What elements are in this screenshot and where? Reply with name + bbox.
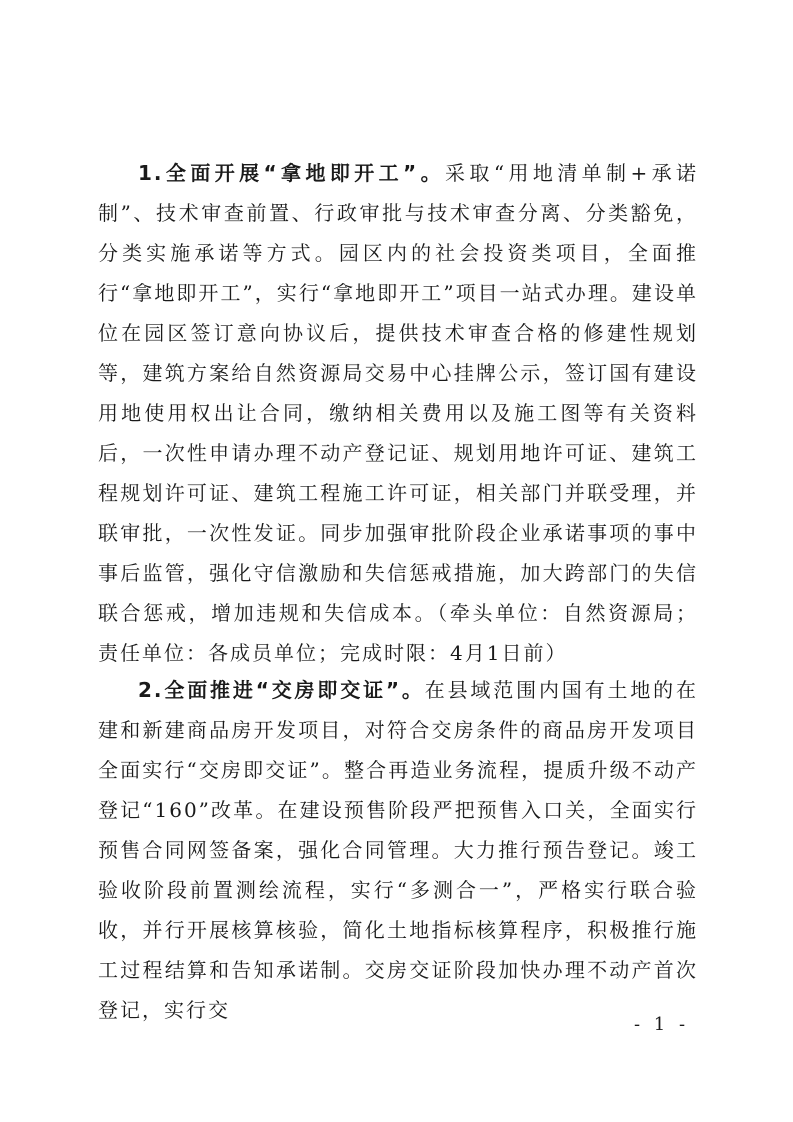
- paragraph-2-body: 在县域范围内国有土地的在建和新建商品房开发项目，对符合交房条件的商品房开发项目全面实行“交房即交证”。整合再造业务流程，提质升级不动产登记“160”改革。在建设预售阶段严把预售入口关，全面实行预售合同网签备案，强化合同管理。大力推行预告登记。竣工验收阶段前置测绘流程，实行“多测合一”，严格实行联合验收，并行开展核算核验，简化土地指标核算程序，积极推行施工过程结算和告知承诺制。交房交证阶段加快办理不动产首次登记，实行交: [98, 678, 699, 1022]
- paragraph-1: [98, 153, 698, 673]
- page-number: - 1 -: [634, 1014, 690, 1035]
- paragraph-2: [98, 670, 698, 1030]
- paragraph-1-heading: 1.全面开展“拿地即开工”。: [138, 161, 446, 185]
- paragraph-2-heading: 2.全面推进“交房即交证”。: [138, 678, 425, 702]
- paragraph-1-body: 采取“用地清单制+承诺制”、技术审查前置、行政审批与技术审查分离、分类豁免，分类实施承诺等方式。园区内的社会投资类项目，全面推行“拿地即开工”，实行“拿地即开工”项目一站式办理。建设单位在园区签订意向协议后，提供技术审查合格的修建性规划等，建筑方案给自然资源局交易中心挂牌公示，签订国有建设用地使用权出让合同，缴纳相关费用以及施工图等有关资料后，一次性申请办理不动产登记证、规划用地许可证、建筑工程规划许可证、建筑工程施工许可证，相关部门并联受理，并联审批，一次性发证。同步加强审批阶段企业承诺事项的事中事后监管，强化守信激励和失信惩戒措施，加大跨部门的失信联合惩戒，增加违规和失信成本。（牵头单位：自然资源局；责任单位：各成员单位；完成时限：4月1日前）: [98, 161, 698, 665]
